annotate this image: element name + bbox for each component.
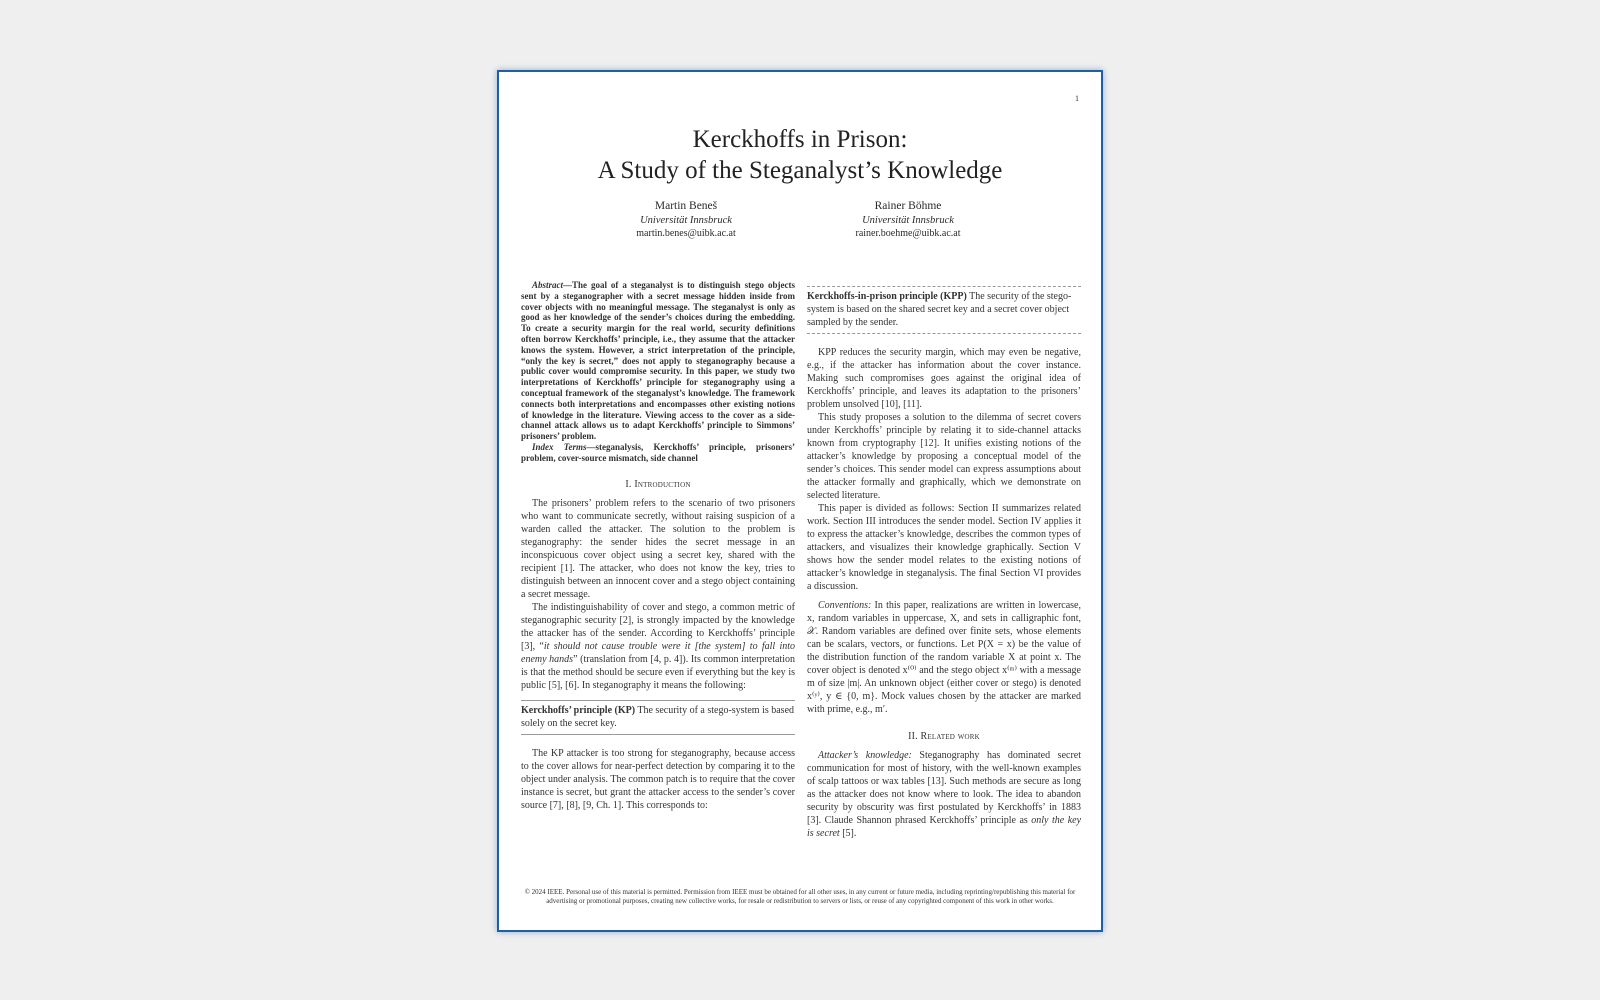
- paragraph: [807, 749, 1081, 840]
- author-block-2: [798, 200, 1018, 241]
- paragraph: The prisoners’ problem refers to the scenario of two prisoners who want to communicate secretly, without raising suspicion of a warden called the attacker. The solution to the problem is steganography: the sender hides the secret message in an inconspicuous cover object using a secret key, shared with the recipient [1]. The attacker, who does not know the key, tries to distinguish between an innocent cover and a stego object containing a secret message.: [521, 497, 795, 600]
- paragraph: The KP attacker is too strong for steganography, because access to the cover allows for near-perfect detection by comparing it to the object under analysis. The common patch is to require that the cover instance is secret, but grant the attacker access to the sender’s cover source [7], [8], [9, Ch. 1]. This corresponds to:: [521, 747, 795, 811]
- pdf-page: [497, 70, 1103, 932]
- kp-definition-box: [521, 700, 795, 735]
- paragraph: KPP reduces the security margin, which may even be negative, e.g., if the attacker has information about the cover instance. Making such compromises goes against the original idea of Kerckhoffs’ principle, and leaves its adaptation to the prisoners’ problem unsolved [10], [11].: [807, 347, 1081, 410]
- definition-term: Kerckhoffs’ principle (KP): [521, 704, 636, 716]
- text-run: In this paper, realizations are written in lowercase, x, random variables in uppercase, X, and sets in calligraphic font, 𝒳. Random variables are defined over finite sets, whose elements can be scalars, vectors, or functions. Let P(X = x) be the value of the distribution function of the random variable X at point x. The cover object is denoted x⁽⁰⁾ and the stego object x⁽ᵐ⁾ with a message m of size |m|. An unknown object (either cover or stego) is denoted x⁽ʸ⁾, y ∈ {0, m}. Mock values chosen by the attacker are marked with prime, e.g., m′.: [807, 600, 1081, 715]
- paragraph: This paper is divided as follows: Section II summarizes related work. Section III introduces the sender model. Section IV applies it to express the attacker’s knowledge, describes the common types of attackers, and visualizes their knowledge graphically. Section V shows how the sender model relates to the existing notions of attacker’s knowledge in steganalysis. The final Section VI provides a discussion.: [807, 503, 1081, 592]
- section-heading-related-work: II. Related work: [908, 731, 980, 742]
- conventions-paragraph: [807, 599, 1081, 716]
- author-email: martin.benes@uibk.ac.at: [636, 228, 736, 239]
- index-terms-text: —steganalysis, Kerckhoffs’ principle, prisoners’ problem, cover-source mismatch, side channel: [521, 441, 795, 463]
- definition-text: The security of the stego-system is based on the shared secret key and a secret cover object sampled by the sender.: [807, 291, 1072, 328]
- section-heading-introduction: I. Introduction: [625, 478, 691, 490]
- abstract: [521, 280, 795, 442]
- definition-text: The security of a stego-system is based solely on the secret key.: [521, 704, 795, 729]
- author-email: rainer.boehme@uibk.ac.at: [855, 228, 961, 239]
- text-run: Steganography has dominated secret communication for most of history, with the well-known examples of scalp tattoos or wax tables [13]. Such methods are secure as long as the attacker does not know where to look. The idea to abandon security by obscurity was first postulated by Kerckhoffs’ in 1883 [3]. Claude Shannon phrased Kerckhoffs’ principle as: [807, 750, 1082, 826]
- paper-title: [499, 124, 1101, 186]
- author-block-1: [576, 200, 796, 241]
- page-number: 1: [1075, 94, 1079, 103]
- kpp-definition-box: [807, 286, 1081, 334]
- right-column: [807, 286, 1081, 840]
- paragraph: This study proposes a solution to the dilemma of secret covers under Kerckhoffs’ principle by relating it to side-channel attacks known from cryptography [12]. It unifies existing notions of the attacker’s knowledge by proposing a conceptual model of the sender’s choices. This sender model can express assumptions about the attacker formally and graphically, which we demonstrate on selected literature.: [807, 412, 1081, 501]
- paragraph: [521, 601, 795, 692]
- text-run: [5].: [839, 828, 857, 839]
- text-run: The indistinguishability of cover and stego, a common metric of steganographic security [2], is strongly impacted by the knowledge the attacker has of the sender. According to Kerckhoffs’ principle [3], “: [521, 601, 795, 652]
- italic-quote: it should not cause trouble were it [the system] to fall into enemy hands: [521, 640, 795, 665]
- author-affiliation: Universität Innsbruck: [640, 214, 732, 226]
- run-in-heading: Conventions:: [818, 600, 872, 611]
- abstract-text: —The goal of a steganalyst is to distinguish stego objects sent by a steganographer with a secret message hidden inside from cover objects with no meaningful message. The steganalyst is only as good as her knowledge of the sender’s choices during the embedding. To create a security margin for the real world, security definitions often borrow Kerckhoffs’ principle, i.e., they assume that the attacker knows the system. However, a strict interpretation of the principle, “only the key is secret,” does not apply to steganography because a public cover would compromise security. In this paper, we study two interpretations of Kerckhoffs’ principle for steganography using a conceptual framework of the steganalyst’s knowledge. The framework connects both interpretations and encompasses other existing notions of knowledge in the literature. Viewing access to the cover as a side-channel attack allows us to adapt Kerckhoffs’ principle to Simmons’ prisoners’ problem.: [521, 280, 795, 442]
- abstract-label: Abstract: [532, 280, 564, 290]
- run-in-heading: Attacker’s knowledge:: [818, 750, 912, 761]
- left-column: [521, 280, 795, 812]
- index-terms: [521, 442, 795, 464]
- copyright-notice: © 2024 IEEE. Personal use of this material is permitted. Permission from IEEE must be obtained for all other uses, in any current or future media, including reprinting/republishing this material for advertising or promotional purposes, creating new collective works, for resale or redistribution to servers or lists, or reuse of any copyrighted component of this work in other works.: [524, 888, 1076, 905]
- title-line-1: Kerckhoffs in Prison:: [692, 126, 908, 153]
- author-name: Rainer Böhme: [874, 200, 942, 212]
- author-name: Martin Beneš: [654, 200, 718, 212]
- text-run: ” (translation from [4, p. 4]). Its common interpretation is that the method should be secure even if everything but the key is public [5], [6]. In steganography it means the following:: [521, 653, 795, 691]
- index-terms-label: Index Terms: [532, 441, 587, 452]
- italic-quote: only the key is secret: [807, 815, 1082, 839]
- definition-term: Kerckhoffs-in-prison principle (KPP): [807, 291, 967, 302]
- title-line-2: A Study of the Steganalyst’s Knowledge: [597, 157, 1003, 184]
- author-affiliation: Universität Innsbruck: [862, 214, 954, 226]
